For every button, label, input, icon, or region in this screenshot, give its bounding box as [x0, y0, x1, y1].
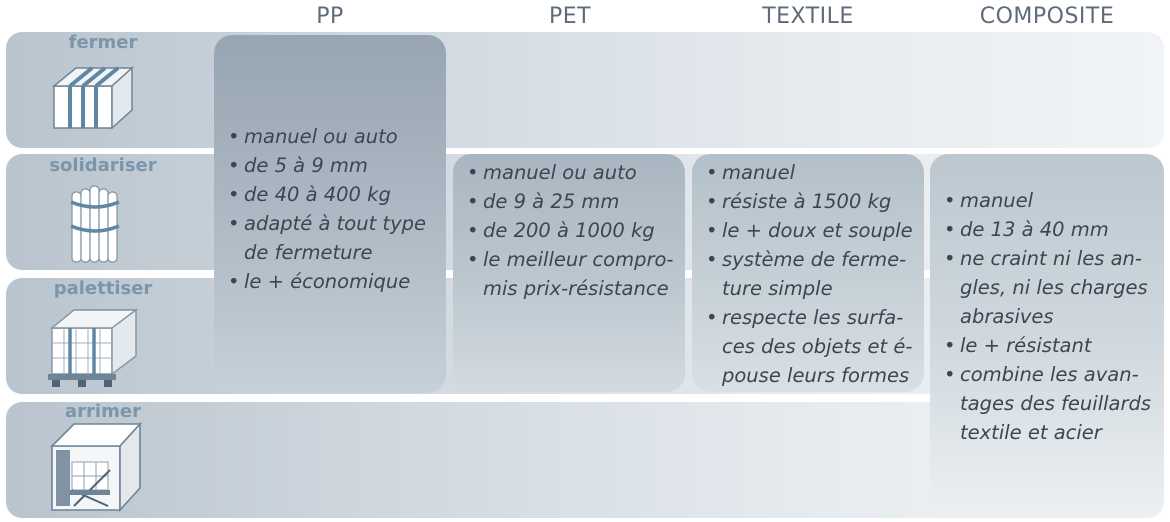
- list-item: • manuel: [944, 186, 1158, 215]
- list-item: • le + résistant: [944, 331, 1158, 360]
- list-item: • manuel ou auto: [467, 158, 679, 187]
- row-label-palettiser: palettiser: [53, 278, 153, 299]
- card-composite-list: [944, 186, 1158, 447]
- card-textile-list: [706, 158, 918, 390]
- card-composite: [930, 154, 1164, 518]
- row-label-fermer: fermer: [68, 32, 138, 53]
- list-item: • manuel ou auto: [228, 122, 438, 151]
- list-item: • de 13 à 40 mm: [944, 215, 1158, 244]
- column-header-composite: COMPOSITE: [979, 4, 1115, 29]
- card-pp-list: [228, 122, 438, 296]
- list-item: • de 40 à 400 kg: [228, 180, 438, 209]
- list-item: • le + doux et souple: [706, 216, 918, 245]
- container-cargo-icon: [48, 418, 144, 514]
- pallet-load-icon: [46, 304, 142, 390]
- list-item: • de 9 à 25 mm: [467, 187, 679, 216]
- list-item: • système de ferme- ture simple: [706, 245, 918, 303]
- column-header-pp: PP: [316, 4, 344, 29]
- row-label-solidariser: solidariser: [49, 155, 157, 176]
- list-item: • manuel: [706, 158, 918, 187]
- card-pet-list: [467, 158, 679, 303]
- card-pp: [214, 35, 446, 393]
- list-item: • résiste à 1500 kg: [706, 187, 918, 216]
- list-item: • combine les avan- tages des feuillards textile et acier: [944, 360, 1158, 447]
- list-item: • adapté à tout type de fermeture: [228, 209, 438, 267]
- list-item: • respecte les surfa- ces des objets et é- pouse leurs formes: [706, 303, 918, 390]
- list-item: • de 5 à 9 mm: [228, 151, 438, 180]
- list-item: • le meilleur compro- mis prix-résistance: [467, 245, 679, 303]
- strapped-box-icon: [50, 64, 136, 132]
- bundled-tubes-icon: [66, 182, 124, 266]
- list-item: • ne craint ni les an- gles, ni les charges abrasives: [944, 244, 1158, 331]
- column-header-textile: TEXTILE: [762, 4, 854, 29]
- column-header-pet: PET: [548, 4, 592, 29]
- row-label-arrimer: arrimer: [65, 401, 141, 422]
- card-pet: [453, 154, 685, 392]
- card-textile: [692, 154, 924, 392]
- list-item: • de 200 à 1000 kg: [467, 216, 679, 245]
- list-item: • le + économique: [228, 267, 438, 296]
